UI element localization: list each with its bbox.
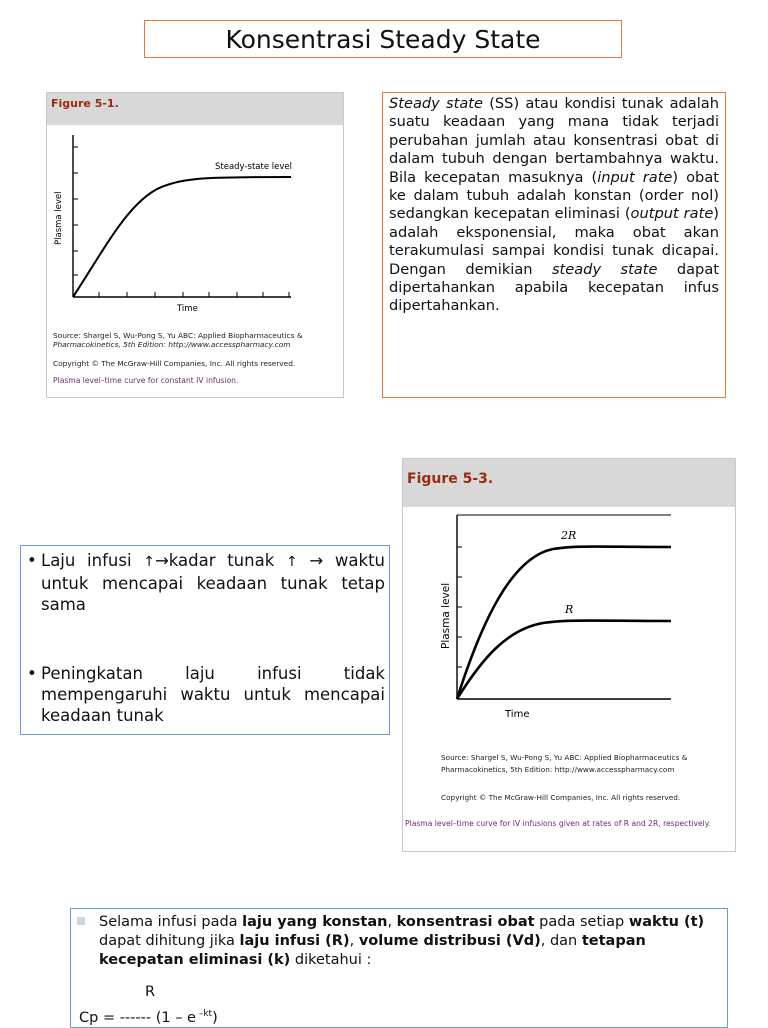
- figure-5-1-curve-label: Steady-state level: [215, 162, 292, 172]
- figure-5-1-xlabel: Time: [177, 304, 198, 314]
- formula-exponent: –kt: [195, 1009, 213, 1019]
- desc-part-7: diketahui :: [290, 952, 372, 968]
- figure-5-3-header: Figure 5-3.: [403, 459, 735, 507]
- figure-5-1-y-ticks: [73, 147, 78, 275]
- concentration-formula-box: [70, 908, 728, 1028]
- definition-part-2: ) obat ke dalam tubuh adalah konstan (order nol) sedangkan kecepatan eliminasi (: [389, 168, 719, 223]
- desc-bold-2: konsentrasi obat: [396, 914, 535, 930]
- definition-part-1: (SS) atau kondisi tunak adalah suatu keadaan yang mana tidak terjadi perubahan jumlah atau konsentrasi obat di dalam tubuh dengan bertambahnya waktu. Bila kecepatan masuknya (: [389, 95, 719, 186]
- desc-part-1: Selama infusi pada: [99, 914, 243, 930]
- desc-bold-1: laju yang konstan: [242, 914, 388, 930]
- figure-5-1-curve: [73, 177, 291, 297]
- formula-numerator: R: [145, 984, 156, 1000]
- bullet-1-part-3: → waktu untuk mencapai keadaan tunak tetap sama: [41, 551, 385, 614]
- figure-5-3-source-2: Pharmacokinetics, 5th Edition: http://www.accesspharmacy.com: [441, 765, 675, 774]
- bullet-text-2: Peningkatan laju infusi tidak mempengaruhi waktu untuk mencapai keadaan tunak: [41, 664, 385, 725]
- figure-5-1-copyright: Copyright © The McGraw-Hill Companies, Inc. All rights reserved.: [53, 359, 296, 368]
- term-steady-state: Steady state: [389, 95, 483, 112]
- term-steady-state-2: steady state: [551, 260, 658, 278]
- figure-5-1-source-2: Pharmacokinetics, 5th Edition: http://www.accesspharmacy.com: [53, 340, 291, 349]
- definition-part-3: ) adalah eksponensial, maka obat akan terakumulasi sampai kondisi tunak dicapai. Dengan demikian: [389, 205, 719, 278]
- bullet-1-part-1: Laju infusi: [41, 551, 144, 570]
- figure-5-3-label-r: R: [565, 603, 574, 616]
- desc-part-5: ,: [349, 933, 359, 949]
- definition-part-4: dapat dipertahankan apabila kecepatan infus dipertahankan.: [389, 260, 719, 315]
- page-title-text: Konsentrasi Steady State: [225, 24, 541, 54]
- figure-5-1-plot: [47, 125, 343, 315]
- figure-5-3-copyright: Copyright © The McGraw-Hill Companies, Inc. All rights reserved.: [441, 793, 681, 802]
- spacer: [27, 615, 385, 663]
- figure-5-3-caption: Plasma level–time curve for IV infusions given at rates of R and 2R, respectively.: [405, 819, 711, 828]
- bullet-text-1: [41, 550, 385, 615]
- up-arrow-icon: ↑: [285, 554, 298, 570]
- term-output-rate: output rate: [630, 205, 714, 223]
- bullet-dot: •: [27, 664, 37, 683]
- desc-part-2: ,: [387, 914, 397, 930]
- bullet-item-1: [27, 550, 385, 615]
- desc-bold-6: tetapan kecepatan eliminasi (k): [99, 933, 646, 968]
- figure-5-3-label-2r: 2R: [561, 529, 577, 542]
- infusion-notes: [20, 545, 390, 735]
- figure-5-1: [46, 92, 344, 398]
- figure-5-3-y-ticks: [457, 547, 462, 667]
- desc-bold-5: volume distribusi (Vd): [358, 933, 541, 949]
- figure-5-3-ylabel: Plasma level: [440, 582, 452, 649]
- figure-5-3: [402, 458, 736, 852]
- formula-description: [99, 913, 721, 970]
- figure-5-3-xlabel: Time: [505, 709, 530, 720]
- figure-5-1-source: Source: Shargel S, Wu-Pong S, Yu ABC: Applied Biopharmaceutics &: [53, 331, 303, 340]
- bullet-1-part-2: →kadar tunak: [154, 551, 286, 570]
- figure-5-3-plot: [403, 507, 735, 727]
- page-title: [144, 20, 622, 58]
- figure-5-1-x-ticks: [99, 292, 289, 297]
- term-input-rate: input rate: [597, 168, 673, 186]
- desc-part-3: pada setiap: [534, 914, 629, 930]
- desc-bold-4: laju infusi (R): [239, 933, 350, 949]
- desc-part-4: dapat dihitung jika: [99, 933, 240, 949]
- figure-5-1-caption: Plasma level–time curve for constant IV infusion.: [53, 376, 239, 385]
- figure-5-3-source: Source: Shargel S, Wu-Pong S, Yu ABC: Applied Biopharmaceutics &: [441, 753, 688, 762]
- bullet-item-2: [27, 663, 385, 726]
- figure-5-3-curve-2r: [457, 547, 671, 700]
- figure-5-1-ylabel: Plasma level: [54, 191, 64, 245]
- figure-5-3-curve-r: [457, 621, 671, 700]
- formula-lhs: Cp = ------ (1 – e: [79, 1009, 196, 1026]
- square-bullet-icon: [77, 917, 85, 925]
- figure-5-1-header: Figure 5-1.: [47, 93, 343, 125]
- formula-close: ): [212, 1009, 218, 1026]
- bullet-dot: •: [27, 551, 37, 570]
- up-arrow-icon: ↑: [143, 554, 155, 570]
- steady-state-definition: [382, 92, 726, 398]
- formula-equation: [79, 1005, 218, 1028]
- desc-bold-3: waktu (t): [628, 914, 705, 930]
- desc-part-6: , dan: [540, 933, 582, 949]
